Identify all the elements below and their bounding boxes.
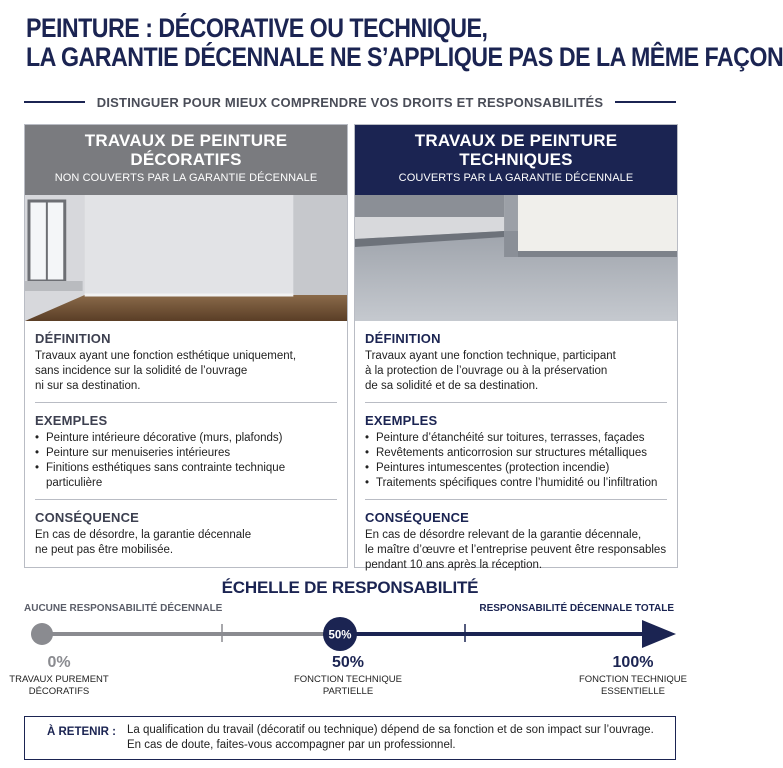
empty-room-illustration [25,195,347,321]
subtitle: DISTINGUER POUR MIEUX COMPRENDRE VOS DROITS ET RESPONSABILITÉS [96,94,604,110]
technical-heading-line-2: TECHNIQUES [459,150,573,169]
technical-definition [355,331,677,394]
scale-start-dot [31,623,53,645]
technical-card-header [355,125,677,195]
divider [365,499,667,500]
decorative-consequence [25,510,347,558]
scale-point-50-label: FONCTION TECHNIQUE [293,674,403,685]
coated-floor-photo [355,195,677,321]
page-title-line-1: PEINTURE : DÉCORATIVE OU TECHNIQUE, [26,13,488,43]
list-item: • Peinture sur menuiseries intérieures [35,446,337,461]
key-takeaway-label: À RETENIR : [47,726,116,738]
divider [35,402,337,403]
scale-point-50-percent: 50% [331,654,365,671]
scale-midpoint-label: 50% [328,629,352,642]
empty-room-photo [25,195,347,321]
page-title-line-2: LA GARANTIE DÉCENNALE NE S’APPLIQUE PAS DE LA MÊME FAÇON [26,42,783,72]
decorative-heading-line-1: TRAVAUX DE PEINTURE [84,131,288,150]
subtitle-row [24,92,676,112]
technical-caption: COUVERTS PAR LA GARANTIE DÉCENNALE [398,172,634,184]
scale-point-50-label: PARTIELLE [322,686,374,697]
technical-definition-title: DÉFINITION [365,331,441,346]
key-takeaway-line: En cas de doute, faites-vous accompagner par un professionnel. [127,739,456,751]
scale-title: ÉCHELLE DE RESPONSABILITÉ [221,578,479,597]
scale-point-50 [283,654,413,698]
list-item-text-continued: particulière [46,477,103,489]
decorative-definition-line: Travaux ayant une fonction esthétique uniquement, [35,350,297,362]
decorative-definition-title: DÉFINITION [35,331,111,346]
scale-point-0-label: DÉCORATIFS [28,686,90,697]
scale-left-label: AUCUNE RESPONSABILITÉ DÉCENNALE [24,603,223,614]
technical-consequence-line: le maître d’œuvre et l’entreprise peuvent être responsables [365,544,667,556]
technical-card [354,124,678,571]
scale-point-100-label: FONCTION TECHNIQUE [578,674,688,685]
decorative-card-header [25,125,347,195]
responsibility-scale [0,612,700,656]
list-item-text: Finitions esthétiques sans contrainte technique [46,462,286,474]
list-item: • Traitements spécifiques contre l’humidité ou l’infiltration [365,476,667,491]
scale-arrow-icon [642,620,676,648]
decorative-definition-line: sans incidence sur la solidité de l’ouvrage [35,365,248,377]
page-title [26,13,783,72]
divider [365,402,667,403]
technical-consequence-title: CONSÉQUENCE [365,510,470,525]
technical-consequence-line: pendant 10 ans après la réception. [365,559,543,571]
decorative-examples-list [35,431,337,491]
decorative-consequence-line: ne peut pas être mobilisée. [35,544,174,556]
list-item [35,461,337,491]
technical-examples [355,413,677,491]
scale-right-label: RESPONSABILITÉ DÉCENNALE TOTALE [479,603,674,614]
divider [35,499,337,500]
decorative-card [24,124,348,568]
technical-definition-line: Travaux ayant une fonction technique, participant [365,350,616,362]
technical-definition-line: à la protection de l’ouvrage ou à la préservation [365,365,608,377]
technical-examples-list [365,431,667,491]
scale-point-100-label: ESSENTIELLE [601,686,665,697]
subtitle-rule-left [24,101,85,103]
scale-point-100 [578,654,688,698]
technical-definition-line: de sa solidité et de sa destination. [365,380,539,392]
decorative-examples [25,413,347,491]
key-takeaway-text [127,723,654,753]
list-item: • Revêtements anticorrosion sur structures métalliques [365,446,667,461]
scale-point-0-label: TRAVAUX PUREMENT [9,674,109,685]
technical-consequence [355,510,677,573]
list-item: • Peintures intumescentes (protection incendie) [365,461,667,476]
list-item: • Peinture intérieure décorative (murs, plafonds) [35,431,337,446]
technical-consequence-line: En cas de désordre relevant de la garantie décennale, [365,529,642,541]
scale-point-100-percent: 100% [612,654,654,671]
key-takeaway-line: La qualification du travail (décoratif ou technique) dépend de sa fonction et de son impact sur l’ouvrage. [127,724,654,736]
decorative-definition-line: ni sur sa destination. [35,380,141,392]
decorative-consequence-line: En cas de désordre, la garantie décennale [35,529,252,541]
decorative-definition [25,331,347,394]
decorative-examples-title: EXEMPLES [35,413,108,428]
subtitle-rule-right [615,101,676,103]
scale-point-0-percent: 0% [47,654,71,671]
technical-examples-title: EXEMPLES [365,413,438,428]
key-takeaway-box [24,716,676,760]
list-item: • Peinture d’étanchéité sur toitures, terrasses, façades [365,431,667,446]
coated-floor-illustration [355,195,677,321]
decorative-heading-line-2: DÉCORATIFS [130,150,242,169]
technical-heading-line-1: TRAVAUX DE PEINTURE [414,131,618,150]
decorative-consequence-title: CONSÉQUENCE [35,510,140,525]
decorative-caption: NON COUVERTS PAR LA GARANTIE DÉCENNALE [54,172,318,184]
scale-point-0 [4,654,114,698]
